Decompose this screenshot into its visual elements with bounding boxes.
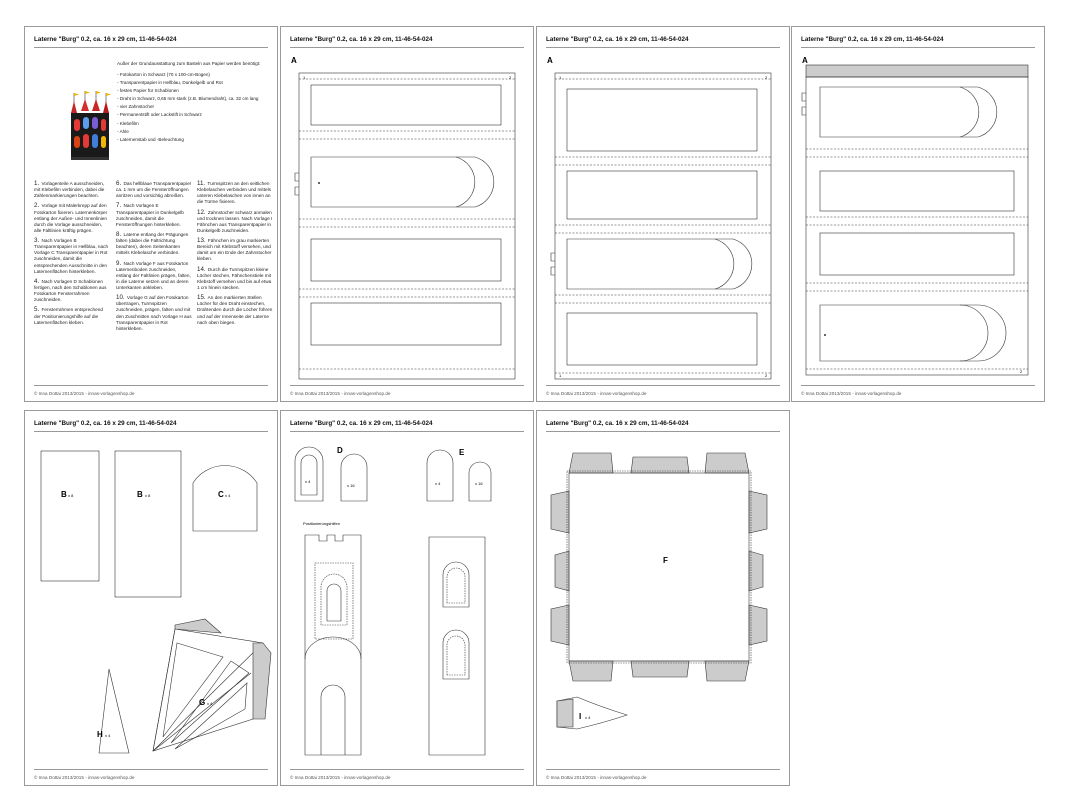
template-sheet-a-1 bbox=[280, 26, 534, 402]
quantity-label: x 16 bbox=[347, 483, 355, 488]
step: 4. Nach Vorlagen D Schablonen fertigen, nach den Schablonen aus Fotokarton Fensterrahmen zuschneiden. bbox=[34, 277, 107, 303]
glue-tab bbox=[253, 643, 271, 719]
join-mark: 2 bbox=[765, 75, 768, 80]
glue-tab bbox=[705, 661, 749, 681]
step: 8. Laterne entlang der Prägungen falten (dabei die Faltrichtung beachten), deren Seitenkanten mittels Klebelasche verbinden. bbox=[116, 231, 189, 256]
step: 5. Fensterrahmen entsprechend der Positionierungshilfe auf die Laternenflächen kleben. bbox=[34, 306, 103, 325]
join-mark: 2 bbox=[765, 373, 768, 378]
material-item: - Transparentpapier in Hellblau, Dunkelgelb und Rot bbox=[117, 79, 273, 87]
material-item: - festes Papier für Schablonen bbox=[117, 87, 273, 95]
template-d-small bbox=[341, 454, 367, 501]
template-label-d: D bbox=[337, 446, 343, 455]
template-g bbox=[153, 629, 263, 751]
quantity-label: x 16 bbox=[475, 481, 483, 486]
glue-tab bbox=[551, 605, 569, 645]
join-mark: 2 bbox=[1020, 369, 1023, 374]
join-mark: 2 bbox=[509, 75, 512, 80]
template-a-part-3 bbox=[792, 27, 1044, 401]
sheet-title: Laterne "Burg" 0.2, ca. 16 x 29 cm, 11-46-54-024 bbox=[546, 420, 689, 427]
template-sheet-bcgh bbox=[24, 410, 278, 786]
positioning-label: Positionierungshilfen bbox=[303, 521, 340, 526]
template-e-big bbox=[427, 450, 453, 501]
template-label-f: F bbox=[663, 556, 668, 565]
template-sheet-de bbox=[280, 410, 534, 786]
glue-tab bbox=[631, 457, 689, 473]
steps-column-1 bbox=[34, 181, 110, 330]
materials-list bbox=[117, 71, 273, 144]
sheet-footer: © Inna Dottai 2013/2015 - innas-vorlagenshop.de bbox=[546, 775, 647, 780]
glue-area bbox=[557, 699, 573, 727]
material-item: - Fotokarton in Schwarz (70 x 100-cm-Bogen) bbox=[117, 71, 273, 79]
template-label-b: B bbox=[61, 490, 67, 499]
positioning-aid-2 bbox=[429, 537, 485, 755]
template-b-1 bbox=[41, 451, 99, 581]
template-b-2 bbox=[115, 451, 181, 597]
sheet-footer: © Inna Dottai 2013/2015 - innas-vorlagenshop.de bbox=[546, 391, 647, 396]
sheet-footer: © Inna Dottai 2013/2015 - innas-vorlagenshop.de bbox=[290, 775, 391, 780]
quantity-label: x 4 bbox=[435, 481, 441, 486]
step: 1. Vorlagenteile A ausschneiden, mit Klebefilm verbinden, dabei die Zahlenmarkierungen beachten. bbox=[34, 180, 105, 199]
step: 3. Nach Vorlagen B Transparentpapier in Hellblau, nach Vorlage C Transparentpapier in Rot zuschneiden, damit die entsprechenden Ausschnitte in den Laternenflächen hinterkleben. bbox=[34, 237, 109, 274]
material-item: - Draht in Schwarz, 0,65 mm stark (z.B. Blumendraht), ca. 32 cm lang bbox=[117, 95, 273, 103]
footer-rule bbox=[801, 385, 1035, 386]
glue-tab bbox=[806, 65, 1028, 77]
step: 9. Nach Vorlage F aus Fotokarton Laternenboden zuschneiden, entlang der Faltlinien prägen, falten, in die Laterne setzen und an deren Unterkanten ankleben. bbox=[116, 259, 191, 290]
glue-tab bbox=[749, 605, 767, 645]
step: 13. Fähnchen im grau markierten Bereich mit Klebstoff versehen, und damit um ein Ende der Zahnstocher kleben. bbox=[197, 237, 272, 262]
footer-rule bbox=[34, 385, 268, 386]
glue-tab bbox=[551, 491, 569, 533]
join-mark: 1 bbox=[559, 75, 562, 80]
template-sheet-instructions bbox=[24, 26, 278, 402]
template-label-a: A bbox=[291, 56, 297, 65]
glue-tab bbox=[705, 453, 749, 473]
step: 14. Durch die Turmspitzen kleine Löcher stechen, Fähnchenstiele mit Klebstoff versehen und bis auf etwa 1 cm hinein stecken. bbox=[197, 265, 272, 290]
footer-rule bbox=[290, 385, 524, 386]
template-h bbox=[99, 669, 129, 753]
materials-intro: Außer der Grundausstattung zum Basteln aus Papier werden benötigt: bbox=[117, 61, 261, 66]
glue-tab bbox=[631, 661, 689, 677]
template-sheet-fi bbox=[536, 410, 790, 786]
join-mark: 1 bbox=[303, 75, 306, 80]
glue-tab bbox=[749, 491, 767, 533]
template-c bbox=[193, 465, 257, 531]
template-a-part-2 bbox=[537, 27, 789, 401]
sheet-title: Laterne "Burg" 0.2, ca. 16 x 29 cm, 11-46-54-024 bbox=[34, 420, 177, 427]
template-label-a: A bbox=[547, 56, 553, 65]
quantity-label: x 4 bbox=[105, 733, 111, 738]
template-label-a: A bbox=[802, 56, 808, 65]
template-label-i: I bbox=[579, 712, 582, 721]
glue-tab bbox=[569, 453, 613, 473]
sheet-title: Laterne "Burg" 0.2, ca. 16 x 29 cm, 11-46-54-024 bbox=[801, 36, 944, 43]
step: 2. Vorlage mit Malerkrepp auf den Fotokarton fixieren. Laternenkörper entlang der Außen- und Innenlinien durch die Vorlage ausschneiden, alle Faltlinien kräftig prägen. bbox=[34, 202, 108, 233]
steps-column-2 bbox=[116, 181, 192, 336]
quantity-label: x 4 bbox=[207, 701, 213, 706]
lantern-photo bbox=[69, 89, 111, 161]
step: 7. Nach Vorlagen E Transparentpapier in Dunkelgelb zuschneiden, damit die Fensteröffnungen hinterkleben. bbox=[116, 202, 184, 227]
sheet-footer: © Inna Dottai 2013/2015 - innas-vorlagenshop.de bbox=[801, 391, 902, 396]
quantity-label: x 4 bbox=[225, 493, 231, 498]
sheet-title: Laterne "Burg" 0.2, ca. 16 x 29 cm, 11-46-54-024 bbox=[34, 36, 177, 43]
material-item: - Permanentstift oder Lackstift in Schwarz bbox=[117, 111, 273, 119]
sheet-title: Laterne "Burg" 0.2, ca. 16 x 29 cm, 11-46-54-024 bbox=[290, 36, 433, 43]
template-label-h: H bbox=[97, 730, 103, 739]
template-sheet-a-3 bbox=[791, 26, 1045, 402]
material-item: - Ahle bbox=[117, 128, 273, 136]
quantity-label: x 4 bbox=[585, 715, 591, 720]
sheet-footer: © Inna Dottai 2013/2015 - innas-vorlagenshop.de bbox=[34, 775, 135, 780]
positioning-aid-1 bbox=[305, 535, 361, 755]
sheet-title: Laterne "Burg" 0.2, ca. 16 x 29 cm, 11-46-54-024 bbox=[290, 420, 433, 427]
glue-tab bbox=[175, 619, 221, 633]
join-mark: 1 bbox=[559, 373, 562, 378]
step: 12. Zahnstocher schwarz anmalen und trocknen lassen. Nach Vorlage I Fähnchen aus Transparentpapier in Dunkelgelb zuschneiden. bbox=[197, 208, 273, 233]
material-item: - vier Zahnstocher bbox=[117, 103, 273, 111]
step: 11. Turmspitzen an den seitlichen Klebelaschen verbinden und mittels unteren Klebelaschen von innen an die Türme fixieren. bbox=[197, 180, 272, 205]
template-label-e: E bbox=[459, 448, 465, 457]
template-f bbox=[569, 473, 749, 661]
material-item: - Klebefilm bbox=[117, 120, 273, 128]
template-parts-f-i bbox=[537, 411, 789, 785]
template-sheet-a-2 bbox=[536, 26, 790, 402]
footer-rule bbox=[546, 385, 780, 386]
footer-rule bbox=[290, 769, 524, 770]
template-parts-d-e bbox=[281, 411, 533, 785]
template-parts-b-c-g-h bbox=[25, 411, 277, 785]
template-label-g: G bbox=[199, 698, 206, 707]
template-label-b: B bbox=[137, 490, 143, 499]
footer-rule bbox=[546, 769, 780, 770]
template-a-part-1 bbox=[281, 27, 533, 401]
material-item: - Laternenstab und -Beleuchtung bbox=[117, 136, 273, 144]
quantity-label: x 8 bbox=[68, 493, 74, 498]
sheet-footer: © Inna Dottai 2013/2015 - innas-vorlagenshop.de bbox=[290, 391, 391, 396]
header-rule bbox=[34, 47, 268, 48]
step: 15. An den markierten Stellen Löcher für den Draht einstechen, Drahtenden durch die Löcher führen und auf der Innenseite der Laterne nach oben biegen. bbox=[197, 294, 273, 325]
footer-rule bbox=[34, 769, 268, 770]
step: 10. Vorlage G auf den Fotokarton übertragen, Turmspitzen zuschneiden, prägen, falten und mit den Zuschnitten nach Vorlage H aus Transparentpapier in Rot hinterkleben. bbox=[116, 294, 192, 331]
quantity-label: x 8 bbox=[145, 493, 151, 498]
quantity-label: x 4 bbox=[305, 479, 311, 484]
sheet-title: Laterne "Burg" 0.2, ca. 16 x 29 cm, 11-46-54-024 bbox=[546, 36, 689, 43]
steps-column-3 bbox=[197, 181, 273, 330]
template-label-c: C bbox=[218, 490, 224, 499]
step: 6. Das hellblaue Transparentpapier ca. 1 mm um die Fensteröffnungen anritzen und vorsichtig abreißen. bbox=[116, 180, 192, 199]
glue-tab bbox=[569, 661, 613, 681]
sheet-footer: © Inna Dottai 2013/2015 - innas-vorlagenshop.de bbox=[34, 391, 135, 396]
